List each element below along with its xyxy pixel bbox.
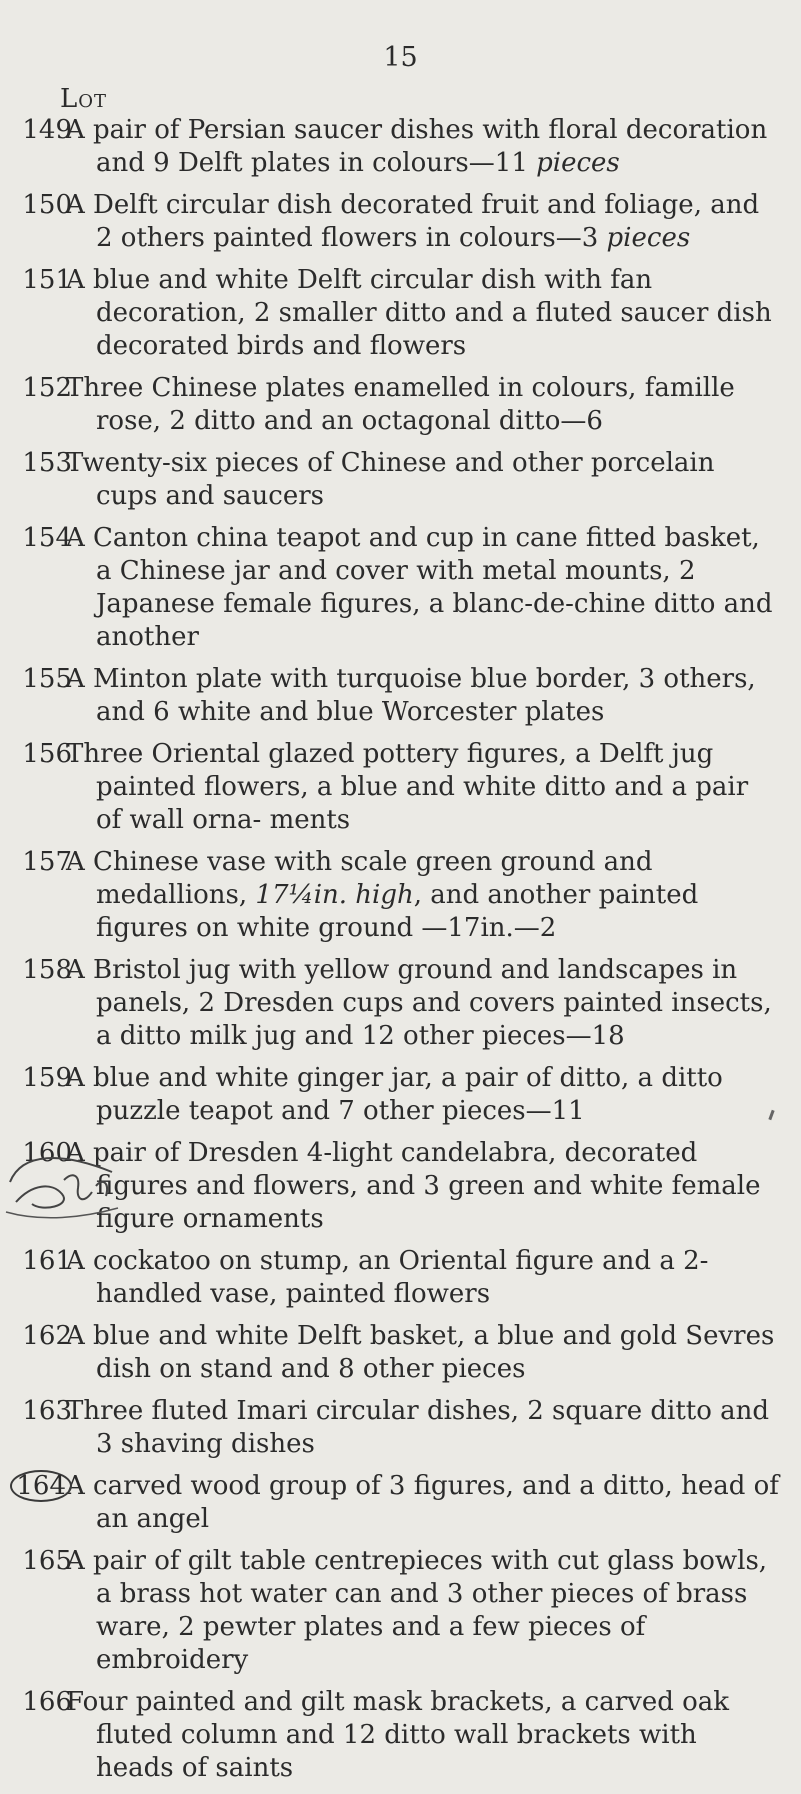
lot-description-text: A Canton china teapot and cup in cane fitted basket, a Chinese jar and cover with metal mounts, 2 Japanese female figures, a blanc-de-chine ditto and another: [66, 523, 773, 652]
lot-description-text: Three Oriental glazed pottery figures, a Delft jug painted flowers, a blue and white ditto and a pair of wall orna- ments: [66, 739, 749, 835]
lot-description-text: Twenty-six pieces of Chinese and other porcelain cups and saucers: [66, 448, 715, 511]
lot-number-text: 150: [22, 190, 72, 220]
lot-description: [66, 1545, 801, 1677]
lot-number: [0, 372, 96, 405]
lot-number: [0, 522, 96, 555]
lot-entry: [0, 522, 801, 654]
lot-description-italic: pieces: [606, 223, 691, 253]
lot-description: [66, 846, 801, 945]
lot-description: [66, 372, 801, 438]
lot-entry: [0, 447, 801, 513]
lot-description: [66, 1470, 801, 1536]
lot-number: [0, 1395, 96, 1428]
lot-entry: [0, 1545, 801, 1677]
lot-number-text: 153: [22, 448, 72, 478]
lot-description: [66, 663, 801, 729]
lot-number-text: 156: [22, 739, 72, 769]
lot-description-text: A pair of Persian saucer dishes with floral decoration and 9 Delft plates in colours—11: [66, 115, 768, 178]
lot-description-text: Four painted and gilt mask brackets, a carved oak fluted column and 12 ditto wall brackets with heads of saints: [66, 1687, 730, 1783]
lot-number-text: 166: [22, 1687, 72, 1717]
lot-number: [0, 846, 96, 879]
lot-description: [66, 522, 801, 654]
lot-description-text: A Delft circular dish decorated fruit and foliage, and 2 others painted flowers in colours—3: [66, 190, 760, 253]
lot-entry: [0, 738, 801, 837]
lot-number-text: 151: [22, 265, 72, 295]
lot-number: [0, 663, 96, 696]
lot-entry: [0, 264, 801, 363]
lot-description: [66, 1245, 801, 1311]
lot-number-text: 165: [22, 1546, 72, 1576]
lot-description-italic: pieces: [536, 148, 620, 178]
lot-number-text: 159: [22, 1063, 72, 1093]
lot-number: [0, 954, 96, 987]
lot-entry: [0, 663, 801, 729]
lot-description: [66, 189, 801, 255]
lot-column-header: Lot: [60, 84, 108, 114]
lot-description: [66, 1320, 801, 1386]
lot-number-text: 152: [22, 373, 72, 403]
lot-description: [66, 1395, 801, 1461]
lot-description-italic: 17¼in. high: [255, 880, 414, 910]
lot-number: [0, 114, 96, 147]
lot-number-text: 160: [22, 1138, 72, 1168]
lot-number: [0, 1545, 96, 1578]
lot-description-text: A pair of Dresden 4-light candelabra, decorated figures and flowers, and 3 green and white female figure ornaments: [66, 1138, 761, 1234]
lot-entry: [0, 372, 801, 438]
page-number: 15: [383, 42, 418, 73]
lot-description-text: A blue and white ginger jar, a pair of ditto, a ditto puzzle teapot and 7 other pieces—11: [66, 1063, 723, 1126]
lot-number-text: 149: [22, 115, 72, 145]
lot-description: [66, 738, 801, 837]
lot-description: [66, 1062, 801, 1128]
lot-entry: [0, 1320, 801, 1386]
lot-number-text: 158: [22, 955, 72, 985]
lot-number: [0, 1062, 96, 1095]
lot-number: [0, 1470, 96, 1503]
lot-number: [0, 1686, 96, 1719]
lot-entry: [0, 954, 801, 1053]
lot-description-text: A Minton plate with turquoise blue border, 3 others, and 6 white and blue Worcester plates: [66, 664, 756, 727]
lot-description: [66, 1137, 801, 1236]
lot-list: [0, 114, 801, 1794]
lot-description-text: A blue and white Delft circular dish with fan decoration, 2 smaller ditto and a fluted saucer dish decorated birds and flowers: [66, 265, 772, 361]
lot-number-text: 163: [22, 1396, 72, 1426]
lot-description-tail: , and another painted figures on white ground —17in.—2: [96, 880, 699, 943]
lot-description: [66, 954, 801, 1053]
lot-number: [0, 447, 96, 480]
lot-number-text: 164: [10, 1470, 72, 1502]
lot-entry: [0, 1470, 801, 1536]
lot-description-text: A Chinese vase with scale green ground and medallions,: [66, 847, 653, 910]
lot-description-text: A pair of gilt table centrepieces with cut glass bowls, a brass hot water can and 3 other pieces of brass ware, 2 pewter plates and a few pieces of embroidery: [66, 1546, 768, 1675]
handwritten-annotation-drawing: [2, 1142, 122, 1222]
lot-entry: [0, 1395, 801, 1461]
lot-description: [66, 114, 801, 180]
lot-number-text: 162: [22, 1321, 72, 1351]
lot-entry: [0, 1686, 801, 1785]
lot-entry: [0, 846, 801, 945]
lot-description-text: A carved wood group of 3 figures, and a ditto, head of an angel: [66, 1471, 779, 1534]
lot-number: [0, 264, 96, 297]
lot-number-text: 161: [22, 1246, 72, 1276]
handwritten-margin-note: [2, 1142, 122, 1222]
lot-description: [66, 1686, 801, 1785]
lot-number: [0, 738, 96, 771]
lot-entry: [0, 1062, 801, 1128]
lot-number: [0, 189, 96, 222]
lot-description-text: Three Chinese plates enamelled in colours, famille rose, 2 ditto and an octagonal ditto—6: [66, 373, 735, 436]
lot-entry: [0, 1245, 801, 1311]
lot-description-text: Three fluted Imari circular dishes, 2 square ditto and 3 shaving dishes: [66, 1396, 770, 1459]
lot-number-text: 154: [22, 523, 72, 553]
lot-number-text: 155: [22, 664, 72, 694]
lot-description-text: A cockatoo on stump, an Oriental figure and a 2-handled vase, painted flowers: [66, 1246, 709, 1309]
lot-description-text: A Bristol jug with yellow ground and landscapes in panels, 2 Dresden cups and covers painted insects, a ditto milk jug and 12 other pieces—18: [66, 955, 772, 1051]
lot-description-text: A blue and white Delft basket, a blue and gold Sevres dish on stand and 8 other pieces: [66, 1321, 775, 1384]
lot-entry: [0, 114, 801, 180]
lot-description: [66, 264, 801, 363]
lot-description: [66, 447, 801, 513]
lot-entry: [0, 189, 801, 255]
lot-number: [0, 1320, 96, 1353]
lot-number-text: 157: [22, 847, 72, 877]
lot-number: [0, 1245, 96, 1278]
